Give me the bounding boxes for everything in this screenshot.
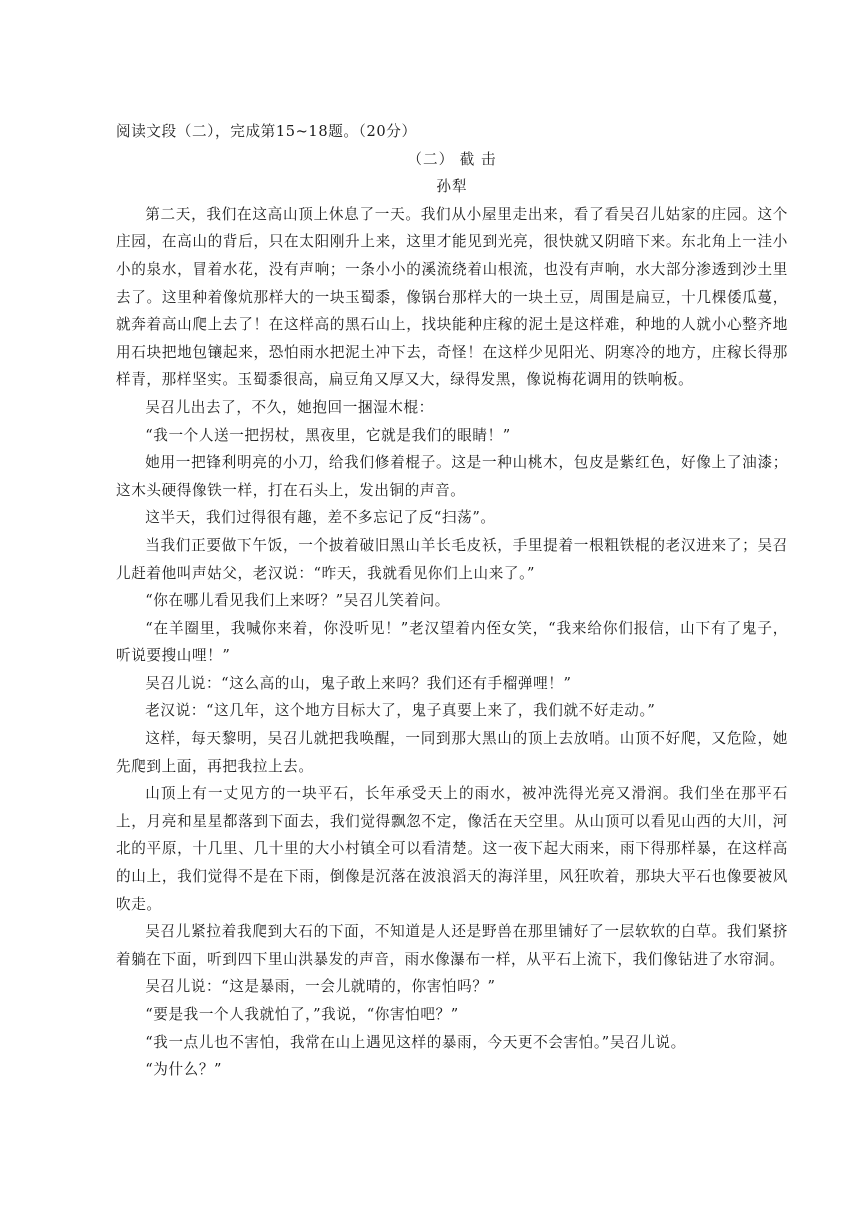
paragraph-3: “我一个人送一把拐杖，黑夜里，它就是我们的眼睛！” xyxy=(145,426,511,444)
paragraph-15: “要是我一个人我就怕了，”我说，“你害怕吧？” xyxy=(145,1006,459,1023)
paragraph-9: 吴召儿说：“这么高的山，鬼子敢上来吗？我们还有手榴弹哩！” xyxy=(145,674,572,692)
paragraph-8: “在羊圈里，我喊你来着，你没听见！”老汉望着内侄女笑，“我来给你们报信，山下有了鬼子，听说要搜山哩！” xyxy=(116,619,788,665)
paragraph-2: 吴召儿出去了，不久，她抱回一捆湿木棍： xyxy=(145,398,434,416)
paragraph-11: 这样，每天黎明，吴召儿就把我唤醒，一同到那大黑山的顶上去放哨。山顶不好爬，又危险，她先爬到上面，再把我拉上去。 xyxy=(116,730,788,775)
paragraph-4: 她用一把锋利明亮的小刀，给我们修着棍子。这是一种山桃木，包皮是紫红色，好像上了油漆；这木头硬得像铁一样，打在石头上，发出铜的声音。 xyxy=(116,454,788,499)
paragraph-5: 这半天，我们过得很有趣，差不多忘记了反“扫荡”。 xyxy=(145,509,496,527)
paragraph-1: 第二天，我们在这高山顶上休息了一天。我们从小屋里走出来，看了看吴召儿姑家的庄园。这个庄园，在高山的背后，只在太阳刚升上来，这里才能见到光亮，很快就又阴暗下来。东北角上一洼小小的泉水，冒着水花，没有声响；一条小小的溪流绕着山根流，也没有声响，水大部分渗透到沙土里去了。这里种着像炕那样大的一块玉蜀黍，像锅台那样大的一块土豆，周围是扁豆，十几棵倭瓜蔓，就奔着高山爬上去了！在这样高的黑石山上，找块能种庄稼的泥土是这样难，种地的人就小心整齐地用石块把地包镶起来，恐怕雨水把泥土冲下去，奇怪！在这样少见阳光、阴寒冷的地方，庄稼长得那样青，那样坚实。玉蜀黍很高，扁豆角又厚又大，绿得发黑，像说梅花调用的铁响板。 xyxy=(116,205,788,389)
section-title: （二） 截 击 xyxy=(407,150,497,168)
document-page xyxy=(116,118,788,1084)
paragraph-10: 老汉说：“这几年，这个地方目标大了，鬼子真要上来了，我们就不好走动。” xyxy=(145,702,656,720)
paragraph-16: “我一点儿也不害怕，我常在山上遇见这样的暴雨，今天更不会害怕。”吴召儿说。 xyxy=(145,1033,686,1051)
paragraph-7: “你在哪儿看见我们上来呀？”吴召儿笑着问。 xyxy=(145,592,450,610)
paragraph-14: 吴召儿说：“这是暴雨，一会儿就晴的，你害怕吗？” xyxy=(145,978,496,996)
paragraph-13: 吴召儿紧拉着我爬到大石的下面，不知道是人还是野兽在那里铺好了一层软软的白草。我们紧挤着躺在下面，听到四下里山洪暴发的声音，雨水像瀑布一样，从平石上流下，我们像钻进了水帘洞。 xyxy=(116,923,788,968)
paragraph-6: 当我们正要做下午饭，一个披着破旧黑山羊长毛皮袄，手里提着一根粗铁棍的老汉进来了；吴召儿赶着他叫声姑父，老汉说：“昨天，我就看见你们上山来了。” xyxy=(116,536,788,582)
question-instruction: 阅读文段（二），完成第15~18题。（20分） xyxy=(116,123,417,140)
paragraph-17: “为什么？” xyxy=(145,1061,223,1079)
author-name: 孙犁 xyxy=(436,178,468,196)
paragraph-12: 山顶上有一丈见方的一块平石，长年承受天上的雨水，被冲洗得光亮又滑润。我们坐在那平石上，月亮和星星都落到下面去，我们觉得飘忽不定，像活在天空里。从山顶可以看见山西的大川，河北的平原，十几里、几十里的大小村镇全可以看清楚。这一夜下起大雨来，雨下得那样暴，在这样高的山上，我们觉得不是在下雨，倒像是沉落在波浪滔天的海洋里，风狂吹着，那块大平石也像要被风吹走。 xyxy=(116,785,788,913)
